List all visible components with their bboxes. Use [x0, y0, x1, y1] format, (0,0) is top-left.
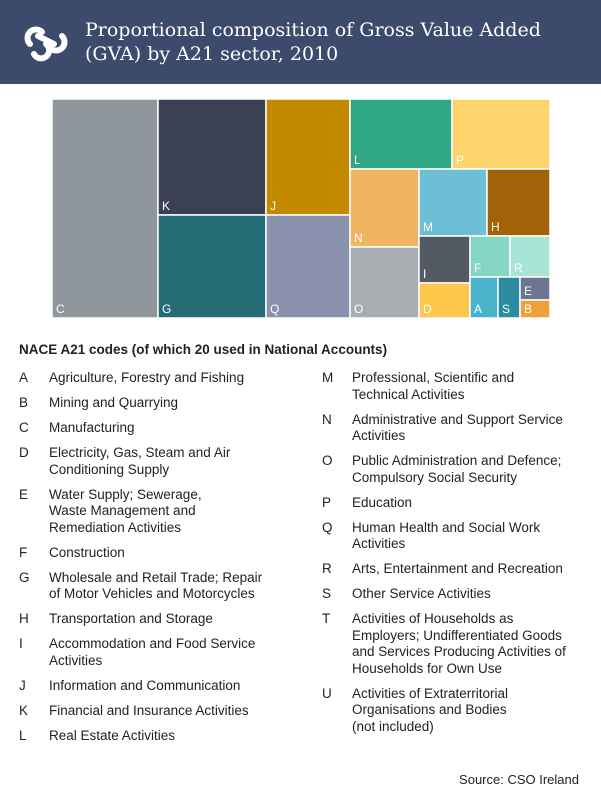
- code-row-m: [322, 370, 597, 403]
- header-banner: [0, 0, 601, 84]
- code-row-q: [322, 520, 597, 553]
- treemap-label-q: Q: [270, 302, 280, 316]
- code-row-r: [322, 561, 597, 578]
- code-letter: H: [19, 611, 29, 626]
- code-letter: L: [19, 727, 27, 743]
- code-row-p: [322, 495, 597, 512]
- code-row-e: [19, 487, 294, 537]
- code-description: Electricity, Gas, Steam and Air Conditioning Supply: [49, 445, 231, 477]
- code-letter: Q: [322, 519, 333, 535]
- code-letter: I: [19, 636, 23, 651]
- treemap-label-f: F: [474, 261, 482, 275]
- treemap-label-k: K: [162, 199, 171, 213]
- treemap-cell-k: [158, 99, 266, 215]
- treemap-label-p: P: [456, 153, 465, 167]
- code-letter: D: [19, 445, 29, 460]
- code-row-u: [322, 686, 597, 736]
- treemap-label-j: J: [270, 199, 276, 213]
- code-row-b: [19, 395, 294, 412]
- treemap-label-i: I: [423, 267, 427, 281]
- code-letter: G: [19, 569, 30, 585]
- code-letter: T: [322, 611, 331, 626]
- code-row-f: [19, 545, 294, 562]
- treemap-label-e: E: [524, 284, 533, 298]
- code-letter: M: [322, 370, 334, 385]
- code-letter: F: [19, 544, 28, 560]
- code-row-c: [19, 420, 294, 437]
- code-description: Agriculture, Forestry and Fishing: [49, 370, 245, 385]
- code-letter: N: [322, 411, 332, 427]
- code-description: Human Health and Social Work Activities: [352, 519, 541, 551]
- code-row-k: [19, 703, 294, 720]
- code-row-d: [19, 445, 294, 478]
- code-row-o: [322, 453, 597, 486]
- treemap-label-l: L: [354, 153, 361, 167]
- code-description: Mining and Quarrying: [49, 395, 179, 410]
- treemap-label-n: N: [354, 231, 363, 245]
- code-description: Information and Communication: [49, 677, 241, 693]
- codes-heading: NACE A21 codes (of which 20 used in National Accounts): [19, 342, 388, 357]
- code-description: Construction: [49, 544, 125, 560]
- code-description: Manufacturing: [49, 420, 135, 435]
- code-description: Professional, Scientific and Technical Activities: [352, 370, 515, 402]
- codes-list-left: [19, 370, 294, 753]
- code-description: Water Supply; Sewerage, Waste Management and Remediation Activities: [49, 486, 202, 535]
- codes-list-right: [322, 370, 597, 744]
- treemap-label-m: M: [423, 220, 433, 234]
- code-row-g: [19, 570, 294, 603]
- treemap-cell-j: [266, 99, 350, 215]
- treemap-cell-p: [452, 99, 550, 169]
- code-row-a: [19, 370, 294, 387]
- treemap-label-d: D: [423, 302, 432, 316]
- treemap-label-c: C: [56, 302, 65, 316]
- code-description: Accommodation and Food Service Activities: [49, 636, 256, 668]
- code-description: Activities of Extraterritorial Organisations and Bodies (not included): [352, 685, 509, 734]
- code-letter: S: [322, 586, 332, 601]
- code-letter: J: [19, 677, 26, 693]
- code-row-l: [19, 728, 294, 745]
- code-description: Other Service Activities: [352, 586, 491, 601]
- code-row-j: [19, 678, 294, 695]
- code-description: Financial and Insurance Activities: [49, 702, 249, 718]
- treemap-label-a: A: [474, 302, 483, 316]
- treemap-label-h: H: [491, 220, 500, 234]
- code-description: Arts, Entertainment and Recreation: [352, 561, 563, 576]
- treemap-label-r: R: [514, 261, 523, 275]
- code-letter: P: [322, 494, 332, 510]
- code-description: Wholesale and Retail Trade; Repair of Motor Vehicles and Motorcycles: [49, 569, 263, 601]
- code-letter: U: [322, 685, 332, 701]
- code-letter: E: [19, 486, 29, 502]
- source-note: Source: CSO Ireland: [459, 772, 579, 787]
- treemap-cell-i: [419, 236, 470, 283]
- code-row-i: [19, 636, 294, 669]
- code-row-t: [322, 611, 597, 677]
- code-row-h: [19, 611, 294, 628]
- code-letter: K: [19, 702, 29, 718]
- chain-link-icon: [20, 14, 72, 66]
- treemap-label-s: S: [502, 302, 511, 316]
- code-letter: R: [322, 561, 332, 576]
- code-description: Education: [352, 494, 413, 510]
- treemap-cell-l: [350, 99, 452, 169]
- code-row-s: [322, 586, 597, 603]
- page-title: Proportional composition of Gross Value Added (GVA) by A21 sector, 2010: [85, 19, 541, 65]
- code-description: Public Administration and Defence; Compulsory Social Security: [352, 453, 562, 485]
- treemap-label-o: O: [354, 302, 364, 316]
- code-letter: B: [19, 395, 29, 410]
- code-letter: C: [19, 420, 29, 435]
- code-description: Real Estate Activities: [49, 727, 176, 743]
- code-row-n: [322, 412, 597, 445]
- code-letter: A: [19, 370, 29, 385]
- code-description: Activities of Households as Employers; Undifferentiated Goods and Services Producing Activities of Households for Own Use: [352, 611, 566, 676]
- code-description: Administrative and Support Service Activities: [352, 411, 563, 443]
- code-letter: O: [322, 453, 333, 468]
- treemap-label-g: G: [162, 302, 172, 316]
- gva-treemap: [52, 99, 550, 318]
- treemap-cell-c: [52, 99, 158, 318]
- code-description: Transportation and Storage: [49, 611, 213, 626]
- treemap-label-b: B: [524, 302, 533, 316]
- treemap-cell-g: [158, 215, 266, 318]
